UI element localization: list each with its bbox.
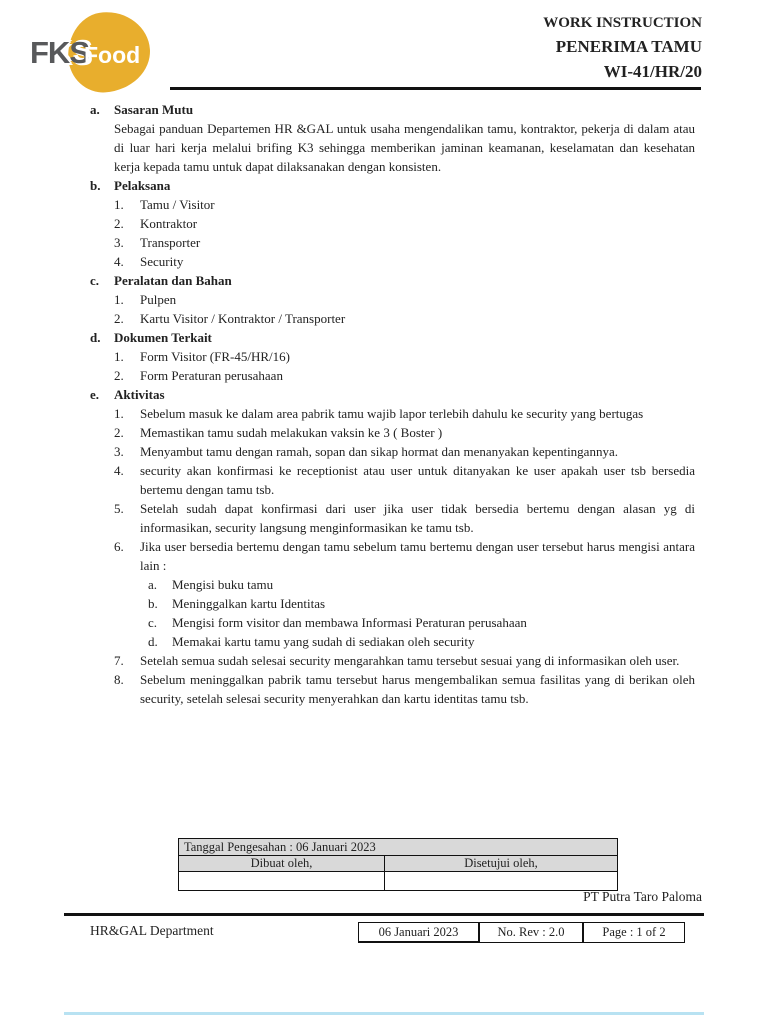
item-text: Menyambut tamu dengan ramah, sopan dan sikap hormat dan menanyakan kepentingannya. xyxy=(140,444,618,459)
item-number: 8. xyxy=(114,672,124,687)
list-item xyxy=(114,366,695,385)
item-text: Sebelum meninggalkan pabrik tamu tersebut harus mengembalikan semua fasilitas yang di berikan oleh security, setelah selesai security menyerahkan dan kartu identitas tamu tsb. xyxy=(140,672,695,706)
item-text: Kontraktor xyxy=(140,216,198,231)
list-item xyxy=(114,670,695,708)
section-a-heading xyxy=(90,100,695,119)
item-text: Transporter xyxy=(140,235,201,250)
item-number: a. xyxy=(148,577,158,592)
item-number: 2. xyxy=(114,425,124,440)
footer-department: HR&GAL Department xyxy=(90,923,214,938)
list-item xyxy=(114,499,695,537)
section-e-heading xyxy=(90,385,695,404)
section-label: d. xyxy=(90,330,101,345)
item-number: 5. xyxy=(114,501,124,516)
item-text: Mengisi form visitor dan membawa Informasi Peraturan perusahaan xyxy=(172,615,527,630)
list-item xyxy=(114,252,695,271)
item-text: Mengisi buku tamu xyxy=(172,577,274,592)
section-title: Pelaksana xyxy=(114,178,171,193)
item-number: 2. xyxy=(114,216,124,231)
item-text: Memakai kartu tamu yang sudah di sediakan oleh security xyxy=(172,634,475,649)
fks-food-logo xyxy=(30,10,152,94)
list-item xyxy=(114,442,695,461)
footer-page-cell: Page : 1 of 2 xyxy=(583,922,685,943)
header-rule xyxy=(170,87,701,90)
section-b-heading xyxy=(90,176,695,195)
section-d-heading xyxy=(90,328,695,347)
item-number: 4. xyxy=(114,254,124,269)
item-number: 7. xyxy=(114,653,124,668)
footer-rule xyxy=(64,913,704,916)
item-text: Setelah sudah dapat konfirmasi dari user jika user tidak bersedia bertemu dengan alasan yg di informasikan, security langsung menginformasikan ke tamu tsb. xyxy=(140,501,695,535)
list-item xyxy=(114,290,695,309)
doc-title: PENERIMA TAMU xyxy=(555,37,702,56)
item-number: 3. xyxy=(114,444,124,459)
list-item xyxy=(114,347,695,366)
table-row xyxy=(179,856,618,872)
section-c-heading xyxy=(90,271,695,290)
table-row xyxy=(179,839,618,856)
item-text: Memastikan tamu sudah melakukan vaksin ke 3 ( Boster ) xyxy=(140,425,443,440)
signature-cell-left xyxy=(179,872,385,891)
list-item xyxy=(114,214,695,233)
item-text: Security xyxy=(140,254,184,269)
section-label: c. xyxy=(90,273,100,288)
item-number: 1. xyxy=(114,292,124,307)
item-text: Form Visitor (FR-45/HR/16) xyxy=(140,349,290,364)
item-text: Jika user bersedia bertemu dengan tamu sebelum tamu bertemu dengan user tersebut harus mengisi antara lain : xyxy=(140,539,695,573)
list-item xyxy=(114,423,695,442)
section-title: Aktivitas xyxy=(114,387,165,402)
section-a-paragraph: Sebagai panduan Departemen HR &GAL untuk usaha mengendalikan tamu, kontraktor, pekerja di dalam atau di luar hari kerja melalui brifing K3 sehingga memberikan jaminan keamanan, keselamatan dan kesehatan kerja kepada tamu untuk dapat dilaksanakan dengan konsisten. xyxy=(114,121,695,174)
sub-list-item xyxy=(148,575,695,594)
section-label: e. xyxy=(90,387,100,402)
bottom-accent-bar xyxy=(64,1012,704,1015)
list-item xyxy=(114,461,695,499)
list-item xyxy=(114,404,695,423)
list-item xyxy=(114,651,695,670)
item-number: 1. xyxy=(114,349,124,364)
section-title: Dokumen Terkait xyxy=(114,330,212,345)
item-text: Setelah semua sudah selesai security mengarahkan tamu tersebut sesuai yang di informasikan oleh user. xyxy=(140,653,680,668)
item-number: 6. xyxy=(114,539,124,554)
section-label: a. xyxy=(90,102,100,117)
section-title: Peralatan dan Bahan xyxy=(114,273,232,288)
sub-list-item xyxy=(148,594,695,613)
logo-fks-text: FKS xyxy=(30,35,89,70)
item-number: c. xyxy=(148,615,158,630)
list-item xyxy=(114,309,695,328)
approval-table xyxy=(178,838,618,891)
sub-list-item xyxy=(148,613,695,632)
signature-cell-right xyxy=(385,872,618,891)
item-number: 1. xyxy=(114,197,124,212)
approval-date-cell: Tanggal Pengesahan : 06 Januari 2023 xyxy=(179,839,618,856)
doc-type-title: WORK INSTRUCTION xyxy=(543,15,702,31)
item-number: b. xyxy=(148,596,158,611)
item-text: Meninggalkan kartu Identitas xyxy=(172,596,326,611)
table-row xyxy=(179,872,618,891)
list-item xyxy=(114,195,695,214)
item-text: Sebelum masuk ke dalam area pabrik tamu wajib lapor terlebih dahulu ke security yang bertugas xyxy=(140,406,644,421)
item-number: d. xyxy=(148,634,158,649)
item-text: Form Peraturan perusahaan xyxy=(140,368,283,383)
logo-food-text: Food xyxy=(84,42,141,68)
list-item xyxy=(114,537,695,575)
section-label: b. xyxy=(90,178,101,193)
approved-by-cell: Disetujui oleh, xyxy=(385,856,618,872)
item-number: 2. xyxy=(114,368,124,383)
document-body xyxy=(90,100,695,708)
footer-rev-cell: No. Rev : 2.0 xyxy=(479,922,583,943)
list-item xyxy=(114,233,695,252)
footer-date-cell: 06 Januari 2023 xyxy=(358,922,479,943)
section-title: Sasaran Mutu xyxy=(114,102,194,117)
item-number: 3. xyxy=(114,235,124,250)
company-name: PT Putra Taro Paloma xyxy=(583,889,702,904)
item-number: 1. xyxy=(114,406,124,421)
item-text: Kartu Visitor / Kontraktor / Transporter xyxy=(140,311,346,326)
item-number: 4. xyxy=(114,463,124,478)
item-text: Tamu / Visitor xyxy=(140,197,215,212)
item-text: Pulpen xyxy=(140,292,177,307)
item-number: 2. xyxy=(114,311,124,326)
sub-list-item xyxy=(148,632,695,651)
document-header xyxy=(543,12,702,84)
made-by-cell: Dibuat oleh, xyxy=(179,856,385,872)
doc-number: WI-41/HR/20 xyxy=(603,62,702,81)
item-text: security akan konfirmasi ke receptionist atau user untuk ditanyakan ke user apakah user tsb bersedia bertemu dengan tamu tsb. xyxy=(140,463,695,497)
